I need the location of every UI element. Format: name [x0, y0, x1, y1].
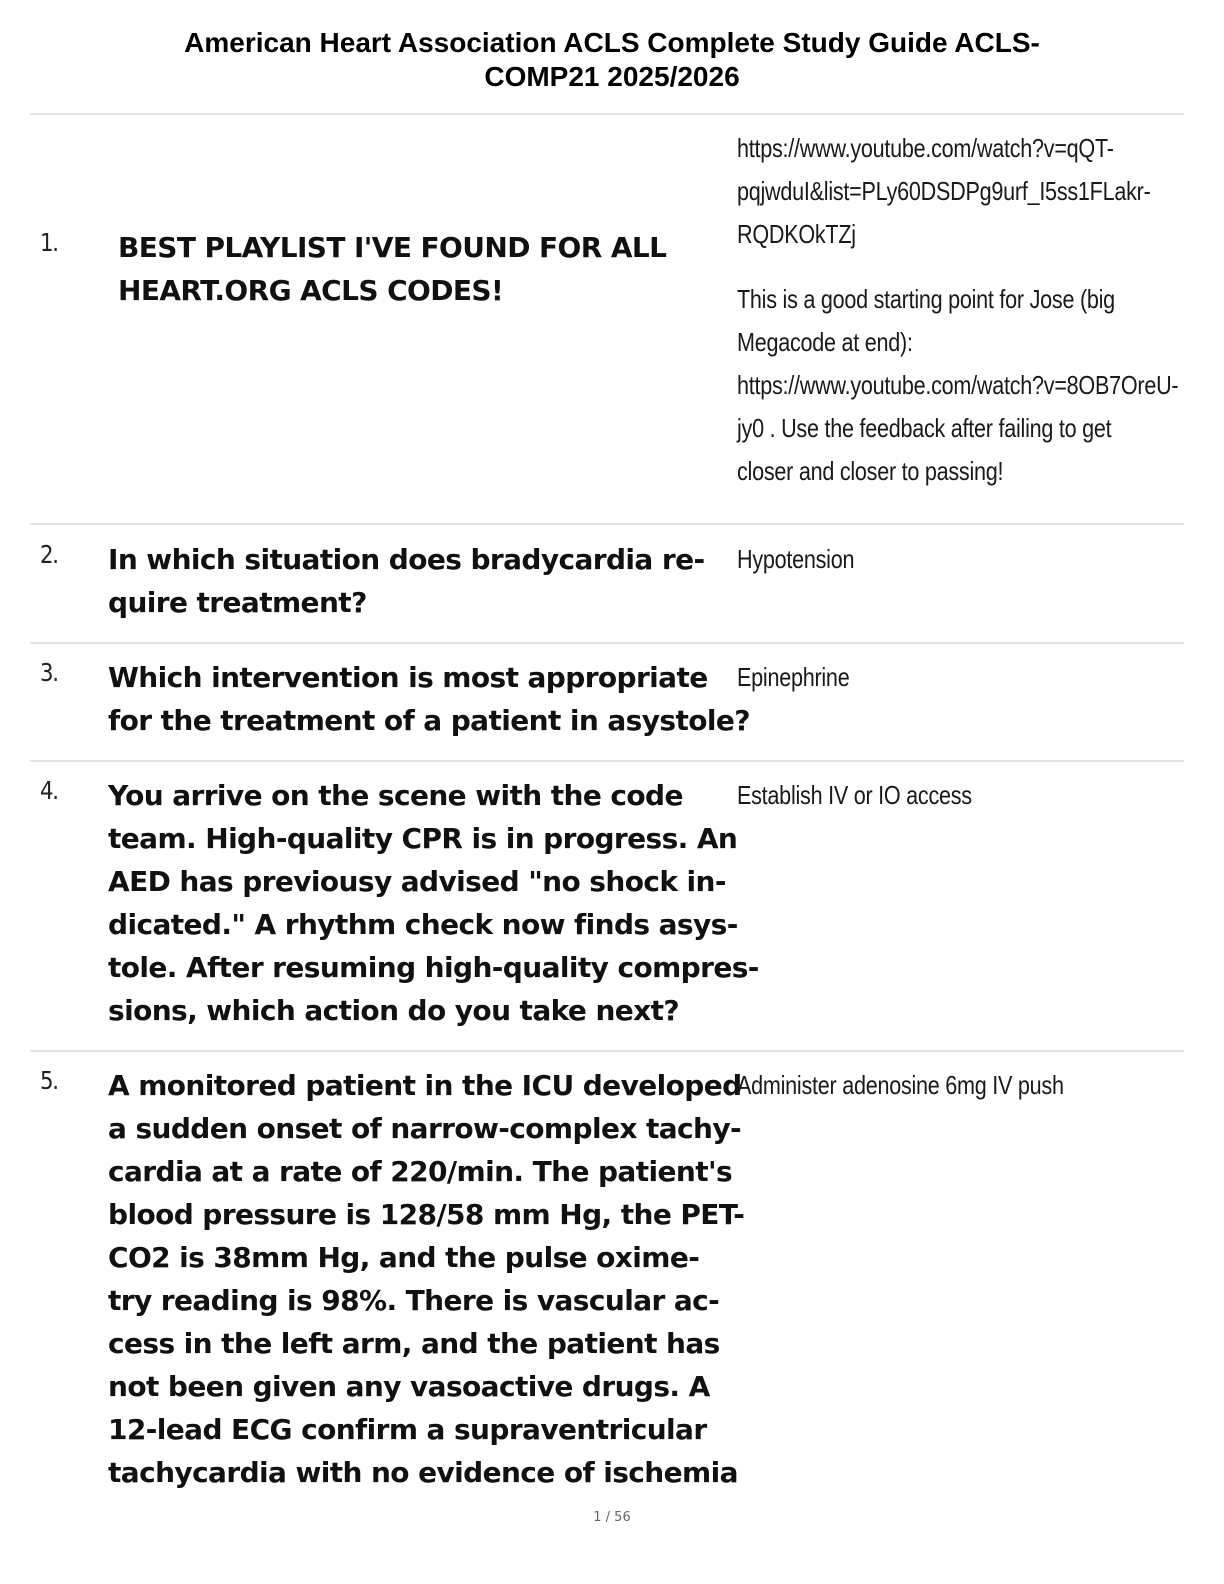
answer-line[interactable]: https://www.youtube.com/watch?v=8OB7OreU-: [737, 370, 1179, 400]
entry-question: [108, 538, 730, 624]
entry-question: [118, 226, 740, 312]
question-line: sions, which action do you take next?: [108, 994, 680, 1027]
question-line: dicated." A rhythm check now finds asys-: [108, 908, 738, 941]
entry-question: [108, 656, 750, 742]
document-title-line-2: COMP21 2025/2026: [484, 61, 740, 92]
entry-answer: [737, 656, 1217, 699]
entry-question: [108, 774, 759, 1032]
answer-line[interactable]: RQDKOkTZj: [737, 219, 856, 249]
answer-line: Megacode at end):: [737, 327, 913, 357]
question-line: team. High-quality CPR is in progress. An: [108, 822, 738, 855]
answer-line: closer and closer to passing!: [737, 456, 1004, 486]
entry-number: 3.: [40, 658, 58, 687]
question-line: not been given any vasoactive drugs. A: [108, 1370, 710, 1403]
answer-line: Administer adenosine 6mg IV push: [737, 1070, 1064, 1100]
answer-line: jy0 . Use the feedback after failing to get: [737, 413, 1112, 443]
question-line: CO2 is 38mm Hg, and the pulse oxime-: [108, 1241, 700, 1274]
question-line: blood pressure is 128/58 mm Hg, the PET-: [108, 1198, 745, 1231]
entry-number: 5.: [40, 1066, 58, 1095]
question-line: AED has previousy advised "no shock in-: [108, 865, 726, 898]
question-line: for the treatment of a patient in asystole?: [108, 704, 750, 737]
question-line: tachycardia with no evidence of ischemia: [108, 1456, 738, 1489]
question-line: HEART.ORG ACLS CODES!: [118, 274, 504, 307]
entry-answer: [737, 774, 1217, 817]
document-title-line-1: American Heart Association ACLS Complete Study Guide ACLS-: [184, 27, 1040, 58]
entry-number: 4.: [40, 776, 58, 805]
answer-line[interactable]: pqjwduI&list=PLy60DSDPg9urf_I5ss1FLakr-: [737, 176, 1151, 206]
divider: [30, 1050, 1184, 1052]
divider: [30, 113, 1184, 115]
question-line: tole. After resuming high-quality compres-: [108, 951, 759, 984]
answer-note-paragraph: [737, 278, 1217, 493]
entry-answer: [737, 127, 1217, 493]
page-number: 1 / 56: [593, 1510, 631, 1525]
question-line: cardia at a rate of 220/min. The patient's: [108, 1155, 733, 1188]
question-line: a sudden onset of narrow-complex tachy-: [108, 1112, 742, 1145]
answer-link-paragraph: [737, 127, 1217, 256]
entry-number: 1.: [40, 228, 58, 257]
question-line: You arrive on the scene with the code: [108, 779, 683, 812]
entry-answer: [737, 538, 1217, 581]
entry-answer: [737, 1064, 1217, 1107]
divider: [30, 760, 1184, 762]
question-line: In which situation does bradycardia re-: [108, 543, 705, 576]
answer-line[interactable]: https://www.youtube.com/watch?v=qQT-: [737, 133, 1114, 163]
question-line: quire treatment?: [108, 586, 367, 619]
entry-number: 2.: [40, 540, 58, 569]
question-line: try reading is 98%. There is vascular ac-: [108, 1284, 720, 1317]
divider: [30, 642, 1184, 644]
question-line: A monitored patient in the ICU developed: [108, 1069, 742, 1102]
question-line: cess in the left arm, and the patient has: [108, 1327, 720, 1360]
question-line: Which intervention is most appropriate: [108, 661, 708, 694]
answer-line: Establish IV or IO access: [737, 780, 972, 810]
question-line: 12-lead ECG confirm a supraventricular: [108, 1413, 707, 1446]
document-title: [0, 26, 1224, 94]
question-line: BEST PLAYLIST I'VE FOUND FOR ALL: [118, 231, 667, 264]
answer-line: Hypotension: [737, 544, 855, 574]
answer-line: Epinephrine: [737, 662, 850, 692]
entry-question: [108, 1064, 745, 1494]
answer-line: This is a good starting point for Jose (big: [737, 284, 1115, 314]
divider: [30, 523, 1184, 525]
